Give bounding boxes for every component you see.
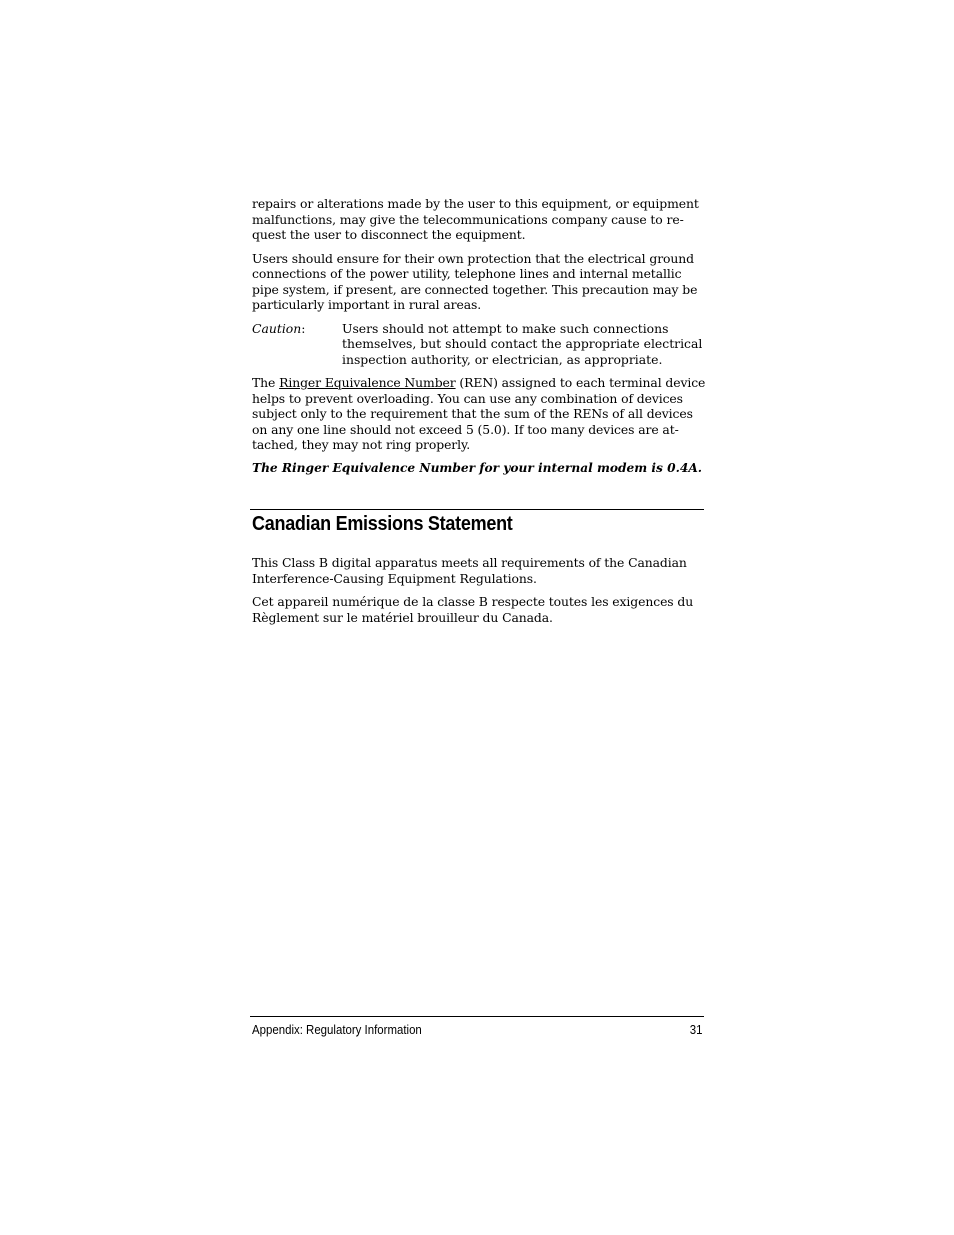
section-divider	[250, 509, 704, 510]
paragraph-protection	[252, 251, 704, 313]
footer-chapter: Appendix: Regulatory Information	[252, 1022, 422, 1037]
section-title: Canadian Emissions Statement	[252, 513, 513, 535]
text-line	[252, 375, 704, 391]
ren-first-line-rest: (REN) assigned to each terminal device	[455, 375, 706, 390]
caution-colon: :	[301, 320, 306, 336]
caution-label	[252, 321, 342, 368]
paragraph-class-b-en	[252, 555, 704, 586]
text-line: on any one line should not exceed 5 (5.0). If too many devices are at-	[252, 421, 679, 437]
page-footer	[252, 1022, 702, 1038]
ren-prefix: The	[252, 375, 280, 390]
paragraph-ren	[252, 375, 704, 453]
text-line: tached, they may not ring properly.	[252, 437, 471, 452]
text-line: quest the user to disconnect the equipment.	[252, 227, 526, 242]
footer-divider	[250, 1016, 704, 1017]
text-line: helps to prevent overloading. You can use any combination of devices	[252, 390, 683, 406]
paragraph-repairs	[252, 196, 704, 243]
text-line: Interference-Causing Equipment Regulations.	[252, 570, 537, 586]
text-line: This Class B digital apparatus meets all requirements of the Canadian	[252, 555, 687, 570]
text-line: malfunctions, may give the telecommunications company cause to re-	[252, 211, 684, 227]
page-number: 31	[689, 1022, 702, 1037]
text-line: themselves, but should contact the appropriate electrical	[342, 336, 703, 351]
text-line: inspection authority, or electrician, as appropriate.	[342, 351, 663, 367]
caution-label-text: Caution	[252, 320, 302, 336]
text-line: subject only to the requirement that the sum of the RENs of all devices	[252, 406, 693, 421]
page-body	[252, 196, 704, 476]
section-body	[252, 555, 704, 633]
paragraph-class-b-fr	[252, 594, 704, 625]
text-line: connections of the power utility, telephone lines and internal metallic	[252, 266, 682, 281]
text-line: particularly important in rural areas.	[252, 297, 482, 312]
text-line: Cet appareil numérique de la classe B respecte toutes les exigences du	[252, 594, 694, 609]
text-line: Users should ensure for their own protection that the electrical ground	[252, 250, 694, 266]
text-line: pipe system, if present, are connected together. This precaution may be	[252, 281, 698, 297]
text-line: Règlement sur le matériel brouilleur du Canada.	[252, 609, 553, 625]
caution-text	[342, 321, 702, 368]
text-line: Users should not attempt to make such connections	[342, 320, 669, 336]
ren-note: The Ringer Equivalence Number for your internal modem is 0.4A.	[252, 460, 703, 475]
caution-block	[252, 321, 704, 368]
text-line: repairs or alterations made by the user to this equipment, or equipment	[252, 196, 699, 211]
ren-link[interactable]: Ringer Equivalence Number	[279, 375, 456, 390]
